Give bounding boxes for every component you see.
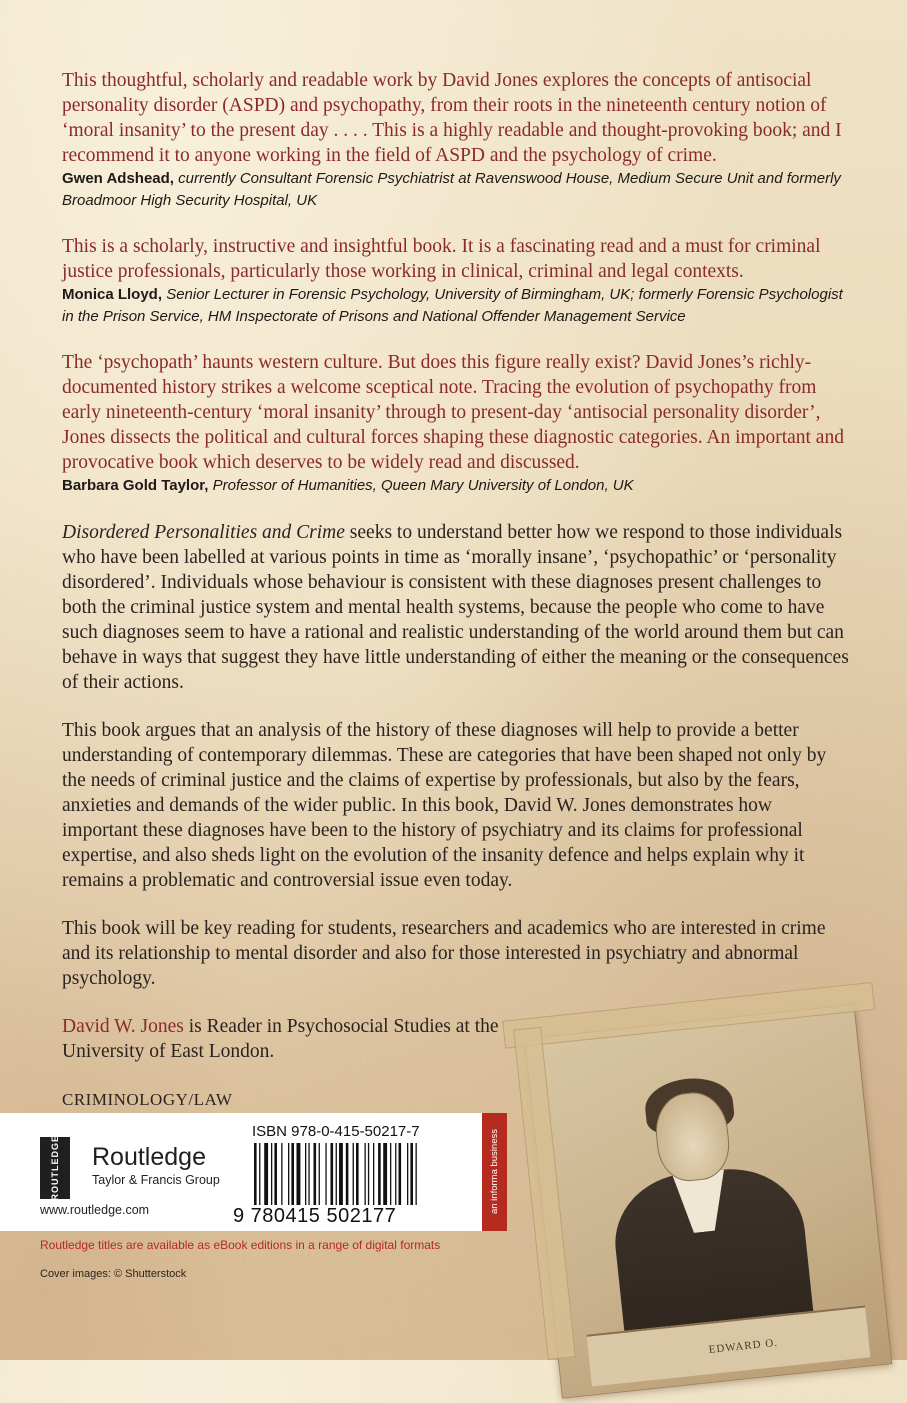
endorsement-text: The ‘psychopath’ haunts western culture. But does this figure really exist? David Jones’s richly-documented history strikes a welcome sceptical note. Tracing the evolution of psychopathy from early nineteenth-century ‘moral insanity’ through to present-day ‘antisocial personality disorder’, Jones dissects the political and cultural forces shaping these diagnostic categories. An important and provocative book which deserves to be widely read and discussed.: [62, 352, 844, 473]
author-bio-text: is Reader in Psychosocial Studies at the University of East London.: [62, 1015, 499, 1062]
routledge-logo-icon: [40, 1137, 70, 1199]
endorser-name: Barbara Gold Taylor,: [62, 477, 209, 494]
author-bio: [62, 1014, 542, 1064]
description-paragraph-1: [62, 520, 852, 695]
book-title: Disordered Personalities and Crime: [62, 521, 345, 543]
cover-portrait-image: [481, 969, 907, 1391]
isbn-label: ISBN 978-0-415-50217-7: [252, 1123, 420, 1140]
logo-text: ROUTLEDGE: [50, 1135, 60, 1201]
subject-category: CRIMINOLOGY/LAW: [62, 1089, 233, 1109]
publisher-url[interactable]: www.routledge.com: [40, 1203, 150, 1217]
endorser-role: Senior Lecturer in Forensic Psychology, University of Birmingham, UK; formerly Forensic Psychologist in the Prison Service, HM Inspectorate of Prisons and National Offender Management Service: [62, 286, 843, 325]
publisher-group: Taylor & Francis Group: [92, 1173, 220, 1187]
endorsement-2: [62, 234, 852, 327]
endorser-role: currently Consultant Forensic Psychiatrist at Ravenswood House, Medium Secure Unit and formerly Broadmoor High Security Hospital, UK: [62, 170, 841, 209]
back-cover-text: [62, 68, 852, 1110]
endorsement-3: [62, 350, 852, 497]
barcode: [252, 1143, 477, 1205]
endorsement-attribution: [62, 284, 852, 327]
endorsement-attribution: [62, 475, 852, 497]
image-credit: Cover images: © Shutterstock: [40, 1268, 187, 1280]
portrait-print: [524, 1004, 892, 1399]
informa-text: an informa business: [489, 1129, 500, 1215]
endorser-role: Professor of Humanities, Queen Mary University of London, UK: [212, 477, 634, 494]
publisher-name: Routledge: [92, 1143, 206, 1171]
endorsement-1: [62, 68, 852, 211]
description-paragraph-3: This book will be key reading for students, researchers and academics who are interested in crime and its relationship to mental disorder and also for those interested in psychiatry and abnormal psychology.: [62, 917, 826, 989]
endorser-name: Gwen Adshead,: [62, 170, 174, 187]
informa-banner: [482, 1113, 507, 1231]
ebook-note: Routledge titles are available as eBook editions in a range of digital formats: [40, 1238, 441, 1252]
author-name: David W. Jones: [62, 1015, 184, 1037]
endorsement-text: This is a scholarly, instructive and insightful book. It is a fascinating read and a must for criminal justice professionals, particularly those working in clinical, criminal and legal contexts.: [62, 236, 821, 282]
endorser-name: Monica Lloyd,: [62, 286, 163, 303]
barcode-number: 9 780415 502177: [233, 1205, 397, 1227]
endorsement-text: This thoughtful, scholarly and readable work by David Jones explores the concepts of antisocial personality disorder (ASPD) and psychopathy, from their roots in the nineteenth century notion of ‘moral insanity’ to the present day . . . . This is a highly readable and thought-provoking book; and I recommend it to anyone working in the field of ASPD and the psychology of crime.: [62, 70, 842, 166]
publisher-panel: [0, 1113, 507, 1231]
description-paragraph-2: This book argues that an analysis of the history of these diagnoses will help to provide a better understanding of contemporary dilemmas. These are categories that have been shaped not only by the needs of criminal justice and the claims of expertise by professionals, but also by the fears, anxieties and demands of the wider public. In this book, David W. Jones demonstrates how important these diagnoses have been to the history of psychiatry and its claims for professional expertise, and also sheds light on the evolution of the insanity defence and helps explain why it remains a problematic and controversial issue even today.: [62, 719, 827, 891]
portrait-caption: EDWARD O.: [708, 1336, 779, 1357]
description-text: seeks to understand better how we respond to those individuals who have been labelled at various points in time as ‘morally insane’, ‘psychopathic’ or ‘personality disordered’. Individuals whose behaviour is consistent with these diagnoses present challenges to both the criminal justice system and mental health systems, because the people who come to have such diagnoses seem to have a rational and realistic understanding of the world around them but can behave in ways that suggest they have little understanding of either the meaning or the consequences of their actions.: [62, 521, 849, 693]
endorsement-attribution: [62, 168, 852, 211]
